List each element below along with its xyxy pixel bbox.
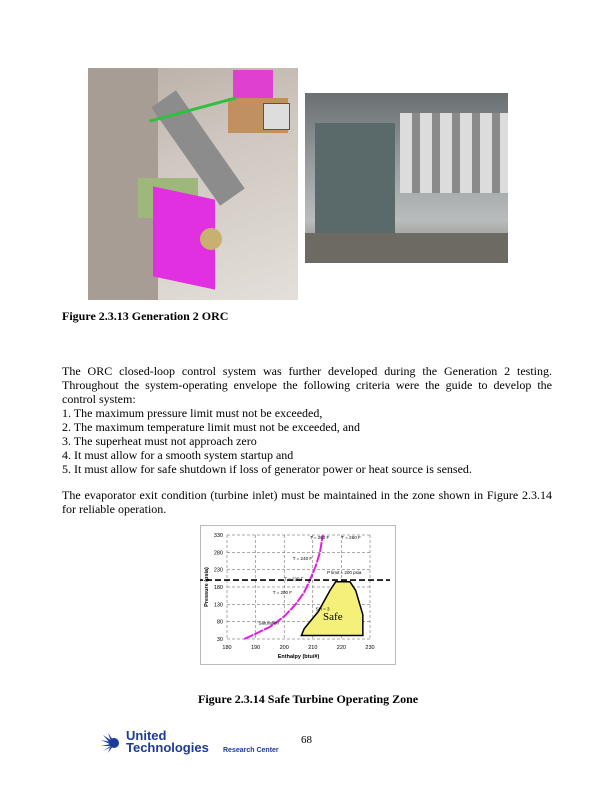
- criteria-item: 4. It must allow for a smooth system startup and: [62, 448, 294, 462]
- chart-annotation: T = 260 F: [341, 535, 361, 541]
- chart-frame: [201, 526, 396, 665]
- intro-text: The ORC closed-loop control system was further developed during the Generation 2 testing. Throughout the system-operating envelope the following criteria were the guide to develop the control system:: [62, 364, 552, 406]
- page-number: 68: [301, 734, 312, 746]
- evaporator-paragraph: The evaporator exit condition (turbine inlet) must be maintained in the zone shown in Figure 2.3.14 for reliable operation.: [62, 488, 552, 516]
- y-tick-label: 80: [216, 619, 223, 626]
- chart-annotation: T = 260 F: [309, 535, 330, 541]
- safe-zone-label: Safe: [323, 610, 343, 623]
- y-tick-label: 30: [216, 637, 223, 643]
- orc-unit-photo: [305, 93, 508, 263]
- logo-line1: United: [126, 728, 167, 743]
- chart-annotation: SH = 3: [315, 606, 330, 612]
- logo-line2: Technologies: [126, 740, 209, 755]
- chart-annotation: T = 240 F: [292, 555, 313, 561]
- criteria-item: 5. It must allow for safe shutdown if loss of generator power or heat source is sensed.: [62, 462, 472, 476]
- figure-caption: Figure 2.3.14 Safe Turbine Operating Zone: [198, 692, 419, 706]
- orc-3d-render-image: [88, 68, 298, 300]
- chart-annotation: T = 200 F: [272, 589, 293, 595]
- chart-annotation: Saturation: [258, 620, 279, 626]
- criteria-item: 2. The maximum temperature limit must not be exceeded, and: [62, 420, 361, 434]
- y-tick-label: 130: [213, 602, 223, 609]
- x-tick-label: 190: [251, 645, 261, 651]
- criteria-item: 3. The superheat must not approach zero: [62, 434, 257, 448]
- body-paragraph: [62, 364, 552, 476]
- x-tick-label: 220: [336, 645, 346, 651]
- utc-logo-icon: [100, 732, 124, 754]
- x-tick-label: 200: [279, 645, 289, 651]
- y-tick-label: 280: [213, 550, 223, 557]
- criteria-item: 1. The maximum pressure limit must not be exceeded,: [62, 406, 323, 420]
- x-axis-label: Enthalpy (btu/#): [277, 654, 320, 660]
- x-tick-label: 210: [308, 645, 318, 651]
- x-tick-label: 230: [365, 645, 375, 651]
- figure-caption: Figure 2.3.13 Generation 2 ORC: [62, 309, 229, 323]
- x-tick-label: 180: [222, 645, 232, 651]
- y-tick-label: 230: [213, 567, 223, 574]
- safe-zone-chart: [200, 525, 396, 665]
- y-tick-label: 330: [213, 533, 223, 539]
- pressure-limit-label: P limit = 200 psia: [327, 569, 362, 575]
- y-axis-label: Pressure (psia): [204, 567, 210, 607]
- y-tick-label: 180: [213, 585, 223, 591]
- chart-annotation: T = 220 F: [284, 576, 304, 582]
- logo-subtitle: Research Center: [223, 747, 279, 754]
